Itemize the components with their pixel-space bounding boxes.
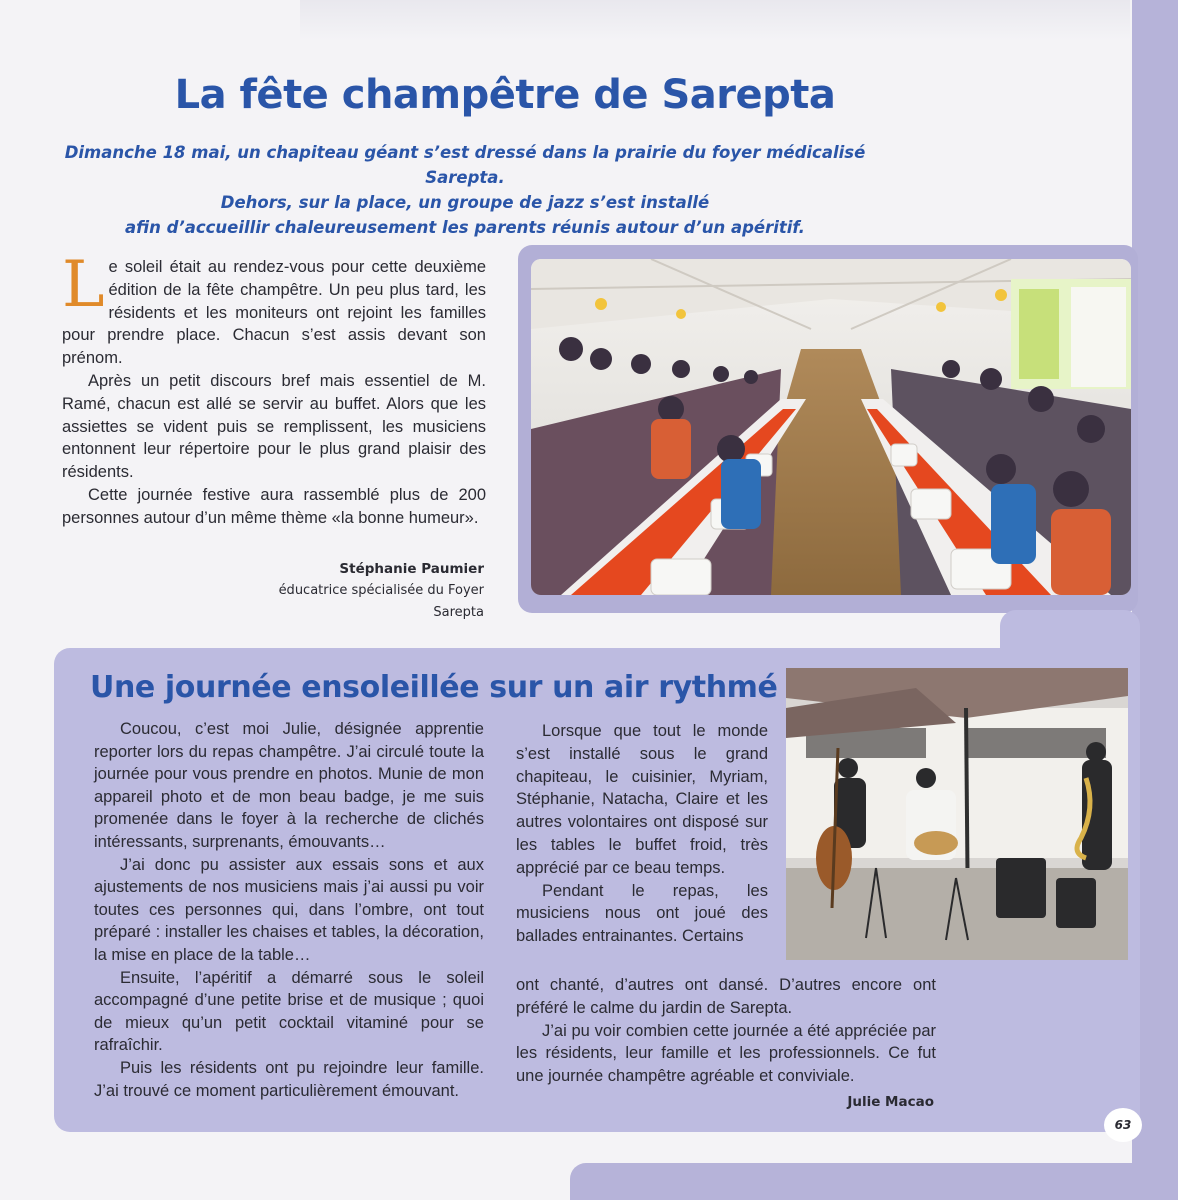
intro-line: Dimanche 18 mai, un chapiteau géant s’est dressé dans la prairie du foyer médicalisé Sarepta. bbox=[64, 143, 866, 187]
paragraph: Après un petit discours bref mais essentiel de M. Ramé, chacun est allé se servir au buffet. Alors que les assiettes se vident puis se remplissent, les musiciens entonnent leur répertoire pour le plus grand plaisir des résidents. bbox=[62, 371, 486, 482]
bottom-band bbox=[570, 1163, 1140, 1200]
paragraph: Coucou, c’est moi Julie, désignée apprentie reporter lors du repas champêtre. J’ai circulé toute la journée pour vous prendre en photos. Munie de mon appareil photo et de mon beau badge, je me suis promenée dans le foyer à la recherche de clichés intéressants, surprenants, émouvants… bbox=[94, 720, 484, 851]
article-column-left bbox=[94, 718, 484, 1102]
paragraph: Cette journée festive aura rassemblé plus de 200 personnes autour d’un même thème «la bonne humeur». bbox=[62, 485, 486, 527]
article-signature bbox=[250, 558, 484, 624]
page-top-shade bbox=[300, 0, 1130, 40]
banquet-tent-photo bbox=[531, 259, 1131, 595]
paragraph: Pendant le repas, les musiciens nous ont joué des ballades entrainantes. Certains bbox=[516, 881, 768, 946]
banquet-tent-illustration bbox=[531, 259, 1131, 595]
article-column-bottom bbox=[516, 974, 936, 1088]
author-name: Stéphanie Paumier bbox=[339, 561, 484, 577]
paragraph: Lorsque que tout le monde s’est installé sous le grand chapiteau, le cuisinier, Myriam, Stéphanie, Natacha, Claire et les autres volontaires ont disposé sur les tables le buffet froid, très apprécié par ce beau temps. bbox=[516, 722, 768, 877]
paragraph: Ensuite, l’apéritif a démarré sous le soleil accompagné d’une petite brise et de musique ; quoi de mieux qu’un petit cocktail vitaminé pour se rafraîchir. bbox=[94, 968, 484, 1055]
article-body bbox=[62, 248, 486, 530]
paragraph: e soleil était au rendez-vous pour cette deuxième édition de la fête champêtre. Un peu plus tard, les résidents et les moniteurs ont rejoint les familles pour prendre place. Chacun s’est assis devant son prénom. bbox=[62, 258, 486, 368]
article-title: Une journée ensoleillée sur un air rythmé bbox=[90, 670, 778, 705]
author-name: Julie Macao bbox=[847, 1094, 934, 1110]
intro-line: Dehors, sur la place, un groupe de jazz s’est installé bbox=[220, 193, 710, 212]
paragraph: Puis les résidents ont pu rejoindre leur famille. J’ai trouvé ce moment particulièrement émouvant. bbox=[94, 1058, 484, 1100]
paragraph: ont chanté, d’autres ont dansé. D’autres encore ont préféré le calme du jardin de Sarepta. bbox=[516, 976, 936, 1017]
author-role: éducatrice spécialisée du Foyer Sarepta bbox=[278, 583, 484, 620]
jazz-band-illustration bbox=[786, 668, 1128, 960]
drop-cap: L bbox=[62, 248, 105, 322]
article-title: La fête champêtre de Sarepta bbox=[174, 72, 836, 118]
paragraph: J’ai pu voir combien cette journée a été appréciée par les résidents, leur famille et les professionnels. Ce fut une journée champêtre agréable et conviviale. bbox=[516, 1021, 936, 1086]
article-intro bbox=[40, 140, 890, 240]
page-number: 63 bbox=[1104, 1108, 1142, 1142]
paragraph: J’ai donc pu assister aux essais sons et aux ajustements de nos musiciens mais j’ai aussi pu voir toutes ces personnes qui, dans l’ombre, ont tout préparé : installer les chaises et tables, la décoration, la mise en place de la table… bbox=[94, 855, 484, 964]
intro-line: afin d’accueillir chaleureusement les parents réunis autour d’un apéritif. bbox=[125, 218, 805, 237]
jazz-band-photo bbox=[786, 668, 1128, 960]
article-column-middle bbox=[516, 720, 768, 948]
